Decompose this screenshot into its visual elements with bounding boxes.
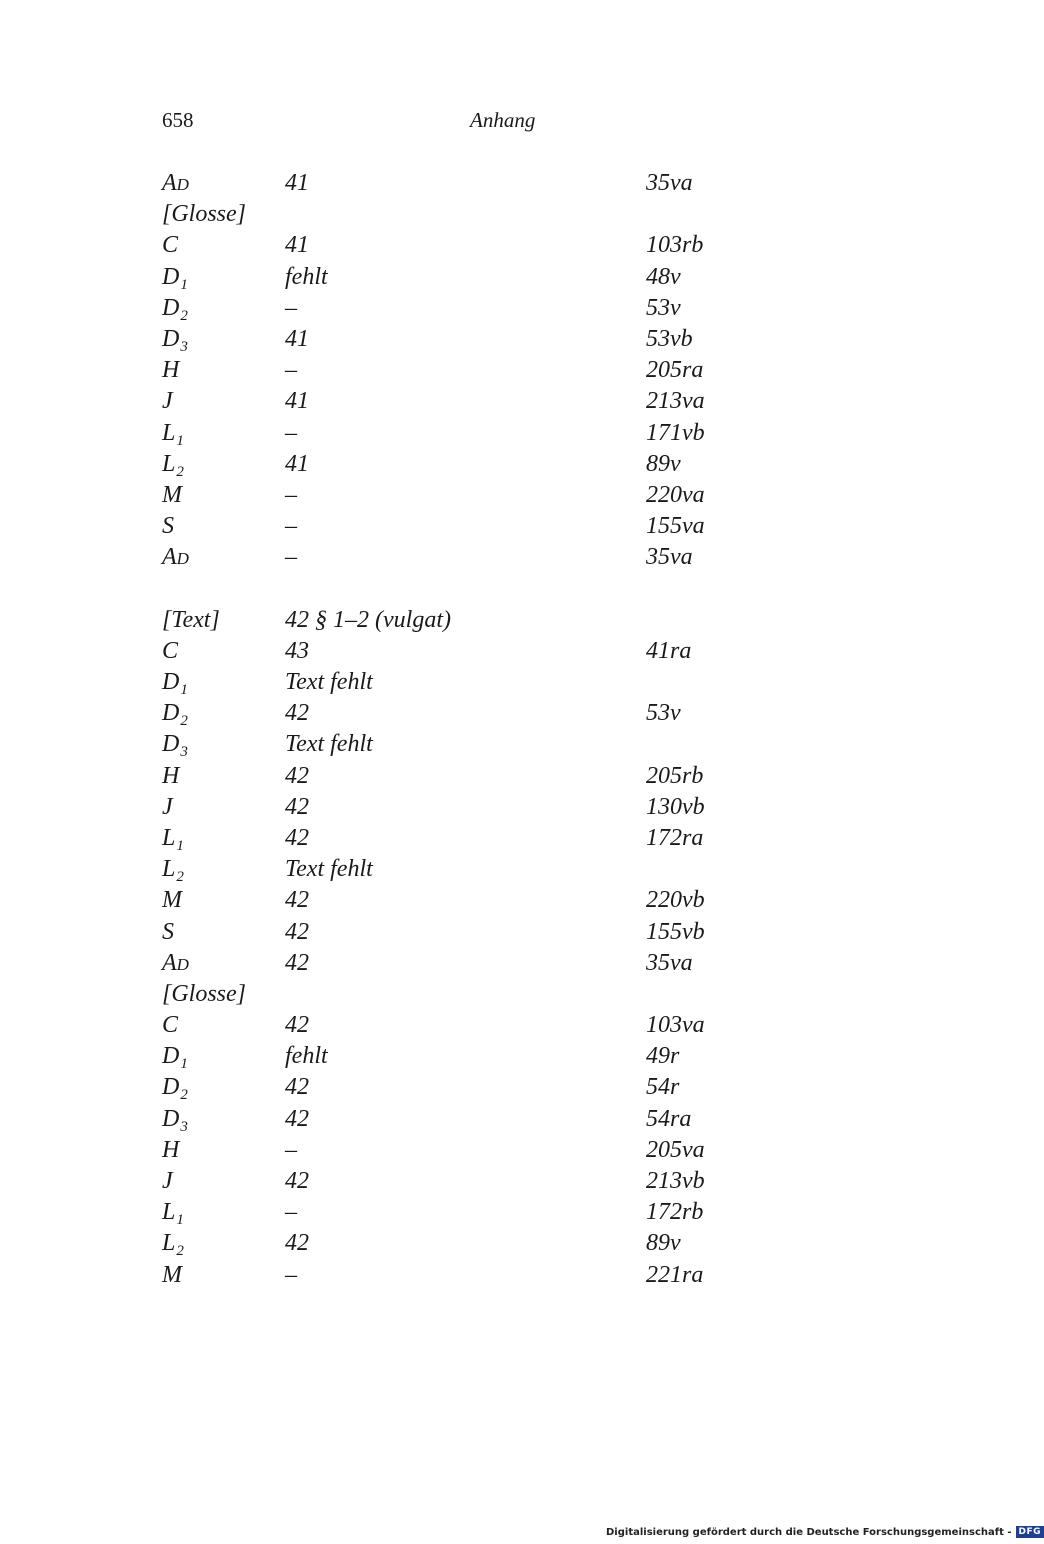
siglum-letter: D [162,1043,180,1070]
table-row [162,542,862,573]
chapter-cell: 42 [285,1074,309,1101]
siglum [162,979,246,1010]
siglum [162,386,173,417]
table-row [162,1135,862,1166]
siglum-letter: L [162,856,176,883]
siglum-subscript: 1 [180,276,188,293]
siglum [162,1135,179,1166]
table-row [162,885,862,916]
siglum-subscript: 1 [180,682,188,698]
folio-cell: 155va [646,513,705,540]
folio-cell: 205va [646,1136,705,1163]
chapter-cell: 43 [285,637,309,664]
folio-cell: 155vb [646,918,705,945]
folio-cell: 53vb [646,325,693,352]
chapter-cell: Text fehlt [285,669,373,695]
siglum-letter: D [162,1105,180,1132]
folio-cell: 213vb [646,1168,705,1194]
footer-text: Digitalisierung gefördert durch die Deutsche Forschungsgemeinschaft - [606,1526,1012,1538]
folio-cell: 35va [646,544,693,571]
siglum-letter: S [162,918,174,945]
table-row [162,792,862,823]
siglum-letter: J [162,388,173,415]
siglum-letter: A [162,544,177,571]
table-row [162,667,862,698]
siglum [162,1104,188,1138]
siglum [162,761,179,792]
table-row [162,636,862,667]
table-row [162,480,862,511]
table-row [162,1010,862,1041]
siglum-subscript: 3 [180,1118,188,1135]
siglum-letter: H [162,357,180,384]
chapter-cell: 42 [285,793,309,820]
folio-cell: 220vb [646,887,705,914]
folio-cell: 41ra [646,637,692,664]
chapter-cell: – [285,513,297,540]
siglum-letter: D [162,294,180,321]
folio-cell: 35va [646,170,693,196]
siglum-letter: C [162,232,179,259]
folio-cell: 89v [646,450,681,477]
folio-cell: 205rb [646,762,704,789]
chapter-cell: 42 [285,1230,309,1257]
chapter-cell: – [285,357,297,384]
chapter-cell: Text fehlt [285,731,373,758]
siglum [162,1228,184,1262]
table-row [162,1072,862,1103]
siglum [162,823,184,857]
siglum-letter: J [162,793,173,820]
siglum [162,792,173,823]
siglum-subscript: 2 [180,1087,188,1104]
chapter-cell: 42 [285,1012,309,1039]
table-row [162,1228,862,1259]
siglum [162,262,188,296]
siglum [162,418,184,452]
siglum-letter: D [162,669,180,695]
chapter-cell: – [285,1136,297,1163]
folio-cell: 49r [646,1043,680,1070]
table-row [162,948,862,979]
siglum-subscript: 1 [180,1056,188,1073]
chapter-cell: – [285,481,297,508]
siglum [162,511,174,542]
folio-cell: 213va [646,388,705,415]
siglum-subscript: 1 [176,432,184,449]
folio-cell: 53v [646,294,681,321]
table-row [162,386,862,417]
siglum-subscript: 2 [176,463,184,480]
siglum-letter: M [162,1261,182,1288]
chapter-cell: 41 [285,170,309,196]
table-row [162,1041,862,1072]
folio-cell: 89v [646,1230,681,1257]
folio-cell: 48v [646,263,681,290]
table-row [162,854,862,885]
table-row [162,729,862,760]
siglum-letter: D [162,700,180,727]
siglum [162,230,178,261]
siglum-letter: C [162,1012,179,1039]
siglum-subscript: 2 [180,713,188,730]
table-row [162,1197,862,1228]
siglum [162,542,189,574]
siglum-letter: S [162,513,174,540]
manuscript-table [162,168,862,1291]
page-header [0,108,1000,138]
siglum [162,449,184,483]
table-row [162,355,862,386]
folio-cell: 172rb [646,1199,704,1226]
siglum [162,199,246,230]
siglum [162,1041,188,1075]
table-row [162,324,862,355]
chapter-cell: Text fehlt [285,856,373,883]
siglum-subscript: 2 [176,869,184,886]
chapter-cell: 41 [285,388,309,415]
table-row [162,199,862,230]
chapter-cell: 42 § 1–2 (vulgat) [285,606,451,633]
siglum-letter: C [162,637,179,664]
siglum-subscript: 1 [176,1212,184,1229]
chapter-cell: 41 [285,450,309,477]
table-row [162,1166,862,1197]
table-row [162,418,862,449]
siglum-small-caps: D [176,175,189,194]
siglum [162,605,220,636]
siglum [162,667,188,701]
page-number: 658 [162,108,194,132]
siglum [162,636,178,667]
siglum [162,917,174,948]
footer [606,1526,1044,1538]
siglum-letter: [Glosse] [162,201,247,228]
chapter-cell: 42 [285,1168,309,1194]
chapter-cell: – [285,419,297,446]
chapter-cell: – [285,1199,297,1226]
siglum-subscript: 2 [176,1243,184,1260]
chapter-cell: 42 [285,700,309,727]
table-row [162,293,862,324]
siglum-letter: H [162,1136,180,1163]
siglum-letter: L [162,419,176,446]
siglum [162,1010,178,1041]
table-row [162,1260,862,1291]
table-row [162,168,862,199]
table-row [162,823,862,854]
siglum-subscript: 3 [180,744,188,761]
siglum-letter: D [162,1074,180,1101]
siglum-letter: J [162,1168,173,1194]
folio-cell: 221ra [646,1261,704,1288]
folio-cell: 53v [646,700,681,727]
siglum [162,324,188,358]
chapter-cell: 41 [285,325,309,352]
siglum-letter: A [162,170,177,196]
folio-cell: 54r [646,1074,680,1101]
table-row [162,262,862,293]
siglum [162,885,182,916]
siglum-letter: [Glosse] [162,980,247,1007]
siglum-letter: L [162,1230,176,1257]
siglum-letter: L [162,450,176,477]
siglum-letter: L [162,824,176,851]
chapter-cell: 42 [285,762,309,789]
siglum-letter: D [162,263,180,290]
siglum-small-caps: D [176,549,189,569]
section-gap [162,573,862,604]
chapter-cell: 41 [285,232,309,259]
table-row [162,979,862,1010]
siglum-small-caps: D [176,954,189,974]
siglum [162,1166,173,1197]
siglum [162,948,189,980]
table-row [162,698,862,729]
siglum-letter: D [162,325,180,352]
chapter-cell: 42 [285,1105,309,1132]
chapter-cell: – [285,294,297,321]
table-row [162,449,862,480]
running-title: Anhang [470,108,536,132]
table-row [162,1104,862,1135]
siglum [162,729,188,763]
folio-cell: 103rb [646,232,704,259]
siglum [162,1260,182,1291]
folio-cell: 172ra [646,824,704,851]
siglum [162,1197,184,1231]
siglum [162,293,188,327]
folio-cell: 54ra [646,1105,692,1132]
siglum-letter: H [162,762,180,789]
chapter-cell: – [285,1261,297,1288]
table-row [162,511,862,542]
siglum-letter: D [162,731,180,758]
siglum [162,355,179,386]
chapter-cell: – [285,544,297,571]
folio-cell: 171vb [646,419,705,446]
chapter-cell: 42 [285,824,309,851]
folio-cell: 35va [646,949,693,976]
chapter-cell: fehlt [285,1043,328,1070]
dfg-logo: DFG [1016,1526,1044,1538]
table-row [162,761,862,792]
siglum-letter: [Text] [162,606,220,633]
siglum-letter: M [162,481,182,508]
chapter-cell: 42 [285,949,309,976]
folio-cell: 205ra [646,357,704,384]
chapter-cell: 42 [285,918,309,945]
siglum [162,698,188,732]
siglum-letter: L [162,1199,176,1226]
chapter-cell: fehlt [285,263,328,290]
chapter-cell: 42 [285,887,309,914]
folio-cell: 103va [646,1012,705,1039]
table-row [162,917,862,948]
siglum-letter: M [162,887,182,914]
siglum [162,168,189,200]
table-row [162,605,862,636]
siglum-letter: A [162,949,177,976]
siglum-subscript: 3 [180,338,188,355]
siglum [162,854,184,888]
siglum [162,480,182,511]
siglum-subscript: 1 [176,837,184,854]
siglum-subscript: 2 [180,307,188,324]
folio-cell: 220va [646,481,705,508]
table-row [162,230,862,261]
siglum [162,1072,188,1106]
folio-cell: 130vb [646,793,705,820]
